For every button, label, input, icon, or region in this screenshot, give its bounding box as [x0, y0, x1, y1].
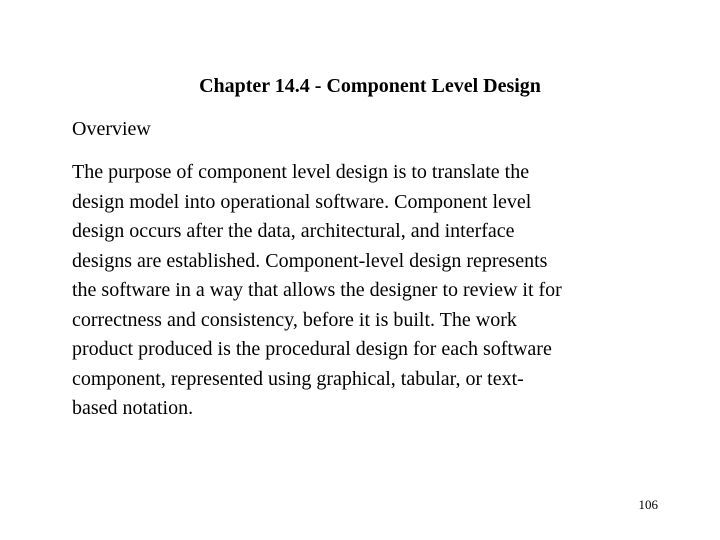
body-line: the software in a way that allows the designer to review it for — [72, 279, 562, 301]
body-paragraph — [72, 158, 662, 424]
page-number: 106 — [638, 497, 658, 512]
body-line: based notation. — [72, 397, 194, 419]
page-title: Chapter 14.4 - Component Level Design — [199, 75, 541, 97]
body-line: component, represented using graphical, tabular, or text- — [72, 367, 524, 390]
body-line: product produced is the procedural design for each software — [72, 338, 552, 360]
body-line: design occurs after the data, architectural, and interface — [72, 220, 515, 242]
body-line: design model into operational software. Component level — [72, 190, 532, 213]
body-line: correctness and consistency, before it is built. The work — [72, 308, 517, 331]
section-heading: Overview — [72, 118, 151, 140]
body-line: The purpose of component level design is to translate the — [72, 161, 530, 183]
body-line: designs are established. Component-level design represents — [72, 249, 548, 272]
